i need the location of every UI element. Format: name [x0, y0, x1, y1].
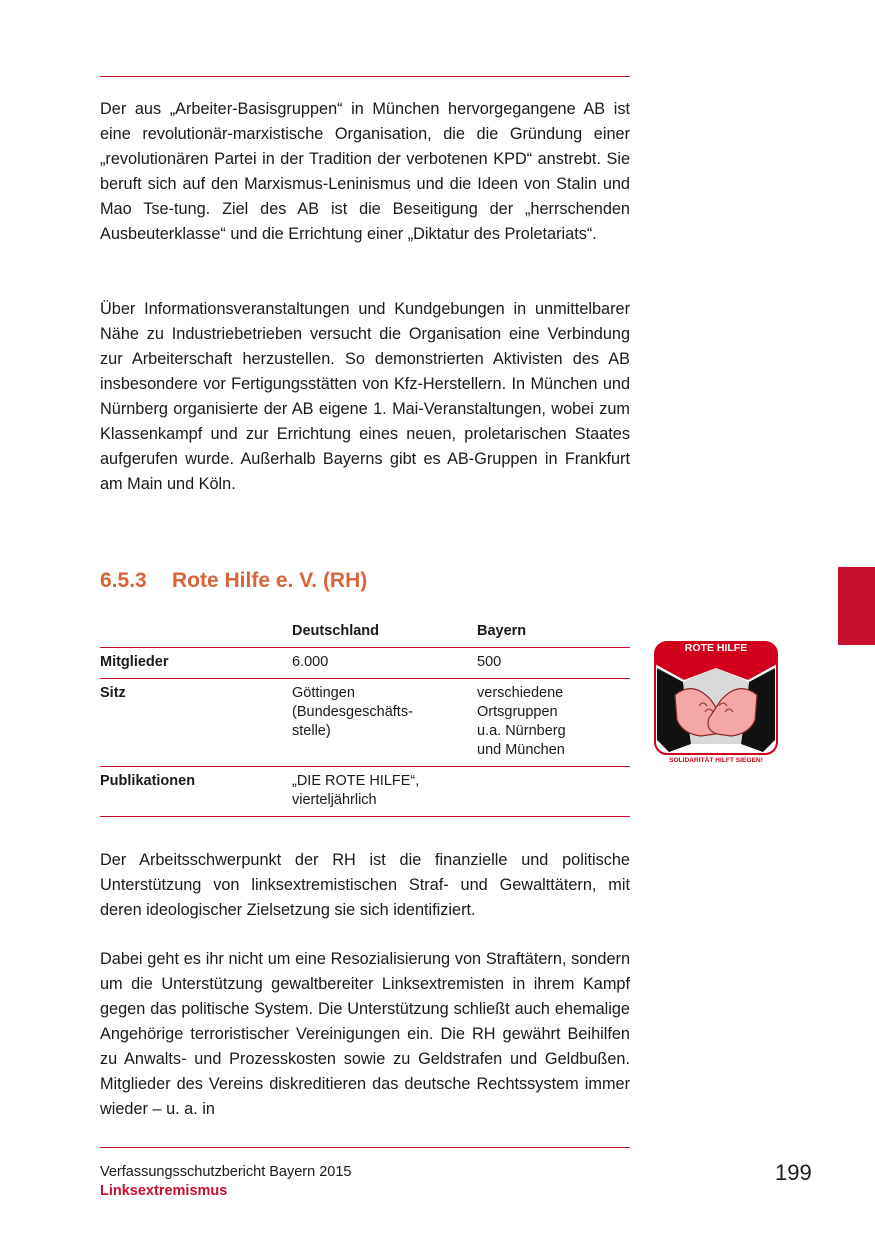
section-heading — [100, 569, 367, 593]
table-header-row — [100, 619, 630, 648]
cell-deutschland: Göttingen (Bundesgeschäfts- stelle) — [292, 679, 477, 767]
chapter-tab-marker — [838, 567, 875, 645]
row-label: Mitglieder — [100, 648, 292, 679]
cell-deutschland: 6.000 — [292, 648, 477, 679]
cell-bayern — [477, 767, 630, 817]
paragraph-ab-intro: Der aus „Arbeiter-Basisgruppen“ in München hervorgegangene AB ist eine revolutionär-marxistische Organisation, die die Gründung einer „revolutionären Partei in der Tradition der verbotenen KPD“ anstrebt. Sie beruft sich auf den Marxismus-Leninismus und die Ideen von Stalin und Mao Tse-tung. Ziel des AB ist die Beseitigung der „herrschenden Ausbeuterklasse“ und die Errichtung einer „Diktatur des Proletariats“. — [100, 100, 630, 243]
paragraph-ab-activities: Über Informationsveranstaltungen und Kundgebungen in unmittelbarer Nähe zu Industriebetrieben versucht die Organisation eine Verbindung zur Arbeiterschaft herzustellen. So demonstrierten Aktivisten des AB insbesondere vor Fertigungsstätten von Kfz-Herstellern. In München und Nürnberg organisierte der AB eigene 1. Mai-Veranstaltungen, wobei zum Klassenkampf und zur Errichtung eines neuen, proletarischen Staates aufgerufen wurde. Außerhalb Bayerns gibt es AB-Gruppen in Frankfurt am Main und Köln. — [100, 300, 630, 493]
cell-bayern: 500 — [477, 648, 630, 679]
footer-rule — [100, 1147, 630, 1148]
paragraph-rh-focus: Der Arbeitsschwerpunkt der RH ist die finanzielle und politische Unterstützung von linksextremistischen Straf- und Gewalttätern, mit deren ideologischer Zielsetzung sie sich identifiziert. — [100, 851, 630, 919]
table-row — [100, 648, 630, 679]
top-rule — [100, 76, 630, 77]
row-label: Sitz — [100, 679, 292, 767]
footer-info — [100, 1163, 351, 1201]
section-number: 6.5.3 — [100, 569, 147, 592]
footer-report-title: Verfassungsschutzbericht Bayern 2015 — [100, 1164, 352, 1180]
logo-bottom-text: SOLIDARITÄT HILFT SIEGEN! — [669, 757, 763, 764]
facts-table — [100, 619, 630, 817]
paragraph-rh-support: Dabei geht es ihr nicht um eine Resozialisierung von Straftätern, sondern um die Unterstützung gewaltbereiter Linksextremisten in ihrem Kampf gegen das politische System. Die Unterstützung schließt auch ehemalige Angehörige terroristischer Vereinigungen ein. Die RH gewährt Beihilfen zu Anwalts- und Prozesskosten sowie zu Geldstrafen und Geldbußen. Mitglieder des Vereins diskreditieren das deutsche Rechtssystem immer wieder – u. a. in — [100, 950, 630, 1118]
row-label: Publikationen — [100, 767, 292, 817]
table-row — [100, 679, 630, 767]
table-row — [100, 767, 630, 817]
cell-bayern: verschiedene Ortsgruppen u.a. Nürnberg und München — [477, 679, 630, 767]
section-title: Rote Hilfe e. V. (RH) — [172, 569, 368, 592]
logo-top-text: ROTE HILFE — [684, 642, 748, 654]
table-header-deutschland: Deutschland — [292, 619, 477, 648]
table-header-empty — [100, 619, 292, 648]
page-number: 199 — [775, 1160, 812, 1185]
rote-hilfe-logo — [653, 640, 779, 766]
rote-hilfe-logo-image — [653, 640, 779, 766]
table-header-bayern: Bayern — [477, 619, 630, 648]
cell-deutschland: „DIE ROTE HILFE“, vierteljährlich — [292, 767, 477, 817]
footer-section-name: Linksextremismus — [100, 1183, 228, 1199]
